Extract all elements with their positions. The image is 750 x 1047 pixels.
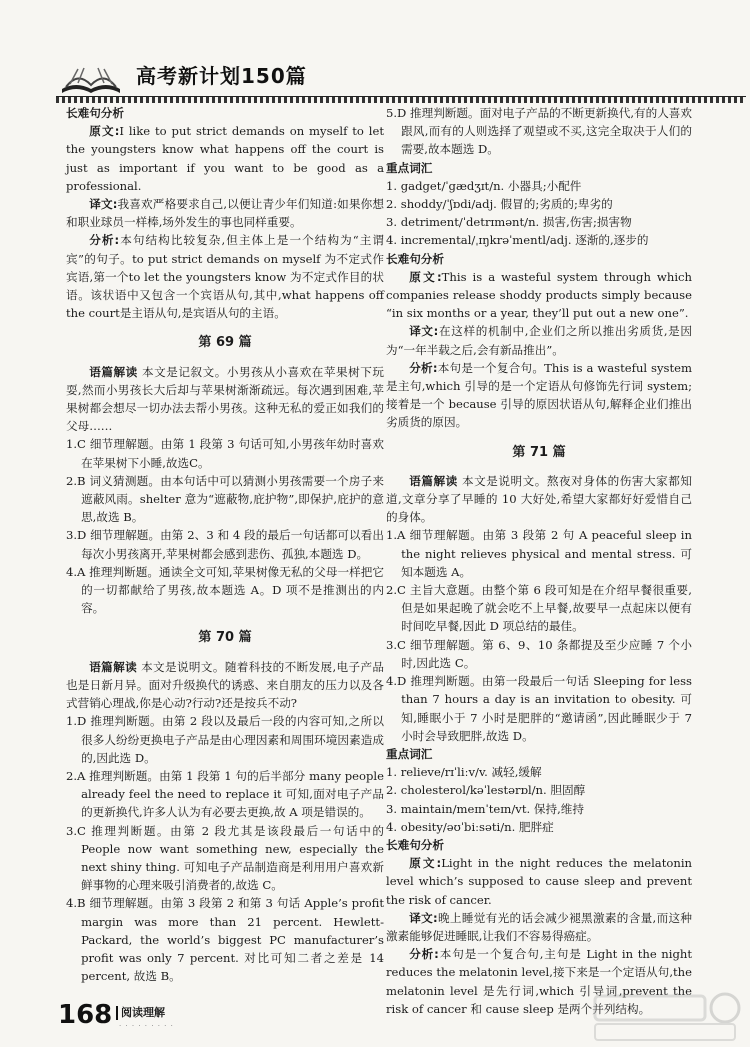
vocab-item: 3. maintain/meɪnˈteɪn/vt. 保持,维持 xyxy=(386,801,584,816)
answer-item: 2.C 主旨大意题。由整个第 6 段可知是在介绍早餐很重要,但是如果起晚了就会吃不上早餐,故要早一点起床以便有时间吃早餐,因此 D 项总结的最佳。 xyxy=(386,583,692,634)
vocab-item: 2. cholesterol/kəˈlestərɒl/n. 胆固醇 xyxy=(386,783,586,798)
page-header xyxy=(0,0,750,105)
passage-title: 第 69 篇 xyxy=(198,335,252,351)
passage-intro: 语篇解读 本文是说明文。熬夜对身体的伤害大家都知道,文章分享了早睡的 10 大好处,希望大家都好好爱惜自己的身体。 xyxy=(386,473,692,525)
passage-title: 第 71 篇 xyxy=(512,444,566,460)
original-sentence: 原文:This is a wasteful system through which companies release shoddy products simply because “in six months or a year, they’ll put out a new one”. xyxy=(386,269,692,321)
watermark-logo-icon xyxy=(585,990,745,1045)
vocab-item: 1. relieve/rɪˈliːv/v. 减轻,缓解 xyxy=(386,765,542,780)
vocab-item: 2. shoddy/ˈʃɒdi/adj. 假冒的;劣质的;卑劣的 xyxy=(386,197,613,212)
answer-item: 4.D 推理判断题。由第一段最后一句话 Sleeping for less than 7 hours a day is an invitation to obesity. 可知,睡眠小于 7 小时是肥胖的“邀请函”,因此睡眠少于 7 小时会导致肥胖,故选 D。 xyxy=(386,674,692,743)
answer-item: 3.C 细节理解题。第 6、9、10 条都提及至少应睡 7 个小时,因此选 C。 xyxy=(386,637,692,670)
right-column xyxy=(386,104,692,1018)
section-heading: 重点词汇 xyxy=(386,160,433,175)
answer-item: 3.C 推理判断题。由第 2 段尤其是该段最后一句话中的 People now want something new, especially the next shiny thing. 可知电子产品制造商是利用用户喜欢新鲜事物的心理来吸引消费者的,故选 C。 xyxy=(66,823,384,893)
translation: 译文:在这样的机制中,企业们之所以推出劣质货,是因为“一年半载之后,会有新品推出”。 xyxy=(386,324,692,357)
section-heading: 长难句分析 xyxy=(386,837,444,852)
page-number: 168 xyxy=(58,1000,113,1030)
vocab-item: 4. incremental/ˌɪŋkrəˈmentl/adj. 逐渐的,逐步的 xyxy=(386,233,649,248)
original-sentence: 原文:I like to put strict demands on myself to let the youngsters know what happens off the court is just as important if you want to be good as a professional. xyxy=(66,124,384,193)
open-book-logo-icon xyxy=(56,62,126,98)
section-heading: 长难句分析 xyxy=(386,251,444,266)
answer-item: 2.A 推理判断题。由第 1 段第 1 句的后半部分 many people already feel the need to replace it 可知,面对电子产品的更新换代,许多人认为有必要去更换,故 A 项是错误的。 xyxy=(66,768,384,820)
answer-item: 1.A 细节理解题。由第 3 段第 2 句 A peaceful sleep in the night relieves physical and mental stress. 可知本题选 A。 xyxy=(386,528,692,579)
section-label: 阅读理解 xyxy=(116,1006,165,1020)
header-divider xyxy=(56,96,746,103)
passage-intro: 语篇解读 本文是记叙文。小男孩从小喜欢在苹果树下玩耍,然而小男孩长大后却与苹果树渐渐疏远。每次遇到困难,苹果树都会想尽一切办法去帮小男孩。这种无私的爱正如我们的父母…… xyxy=(66,364,384,434)
vocab-item: 3. detriment/ˈdetrɪmənt/n. 损害,伤害;损害物 xyxy=(386,215,632,230)
answer-item: 3.D 细节理解题。由第 2、3 和 4 段的最后一句话都可以看出每次小男孩离开,苹果树都会感到悲伤、孤独,本题选 D。 xyxy=(66,528,384,561)
section-heading: 长难句分析 xyxy=(66,106,124,120)
passage-title: 第 70 篇 xyxy=(198,630,252,646)
answer-item: 4.B 细节理解题。由第 3 段第 2 和第 3 句话 Apple’s profit margin was more than 21 percent. Hewlett-Packard, the world’s biggest PC manufacturer’s profit was only 7 percent. 对比可知二者之差是 14 percent, 故选 B。 xyxy=(66,896,384,984)
answer-item: 4.A 推理判断题。通读全文可知,苹果树像无私的父母一样把它的一切都献给了男孩,故本题选 A。D 项不是推测出的内容。 xyxy=(66,564,384,616)
original-sentence: 原文:Light in the night reduces the melatonin level which’s supposed to cause sleep and prevent the risk of cancer. xyxy=(386,856,692,907)
answer-item: 5.D 推理判断题。面对电子产品的不断更新换代,有的人喜欢跟风,而有的人则选择了观望或不买,这完全取决于人们的需要,故本题选 D。 xyxy=(386,106,692,157)
section-sublabel-decoration: · · · · · · · · · xyxy=(119,1022,174,1030)
vocab-item: 1. gadget/ˈgædʒɪt/n. 小器具;小配件 xyxy=(386,178,582,193)
answer-item: 2.B 词义猜测题。由本句话中可以猜测小男孩需要一个房子来遮蔽风雨。shelter 意为“遮蔽物,庇护物”,即保护,庇护的意思,故选 B。 xyxy=(66,473,384,525)
translation: 译文:晚上睡觉有光的话会减少褪黑激素的含量,而这种激素能够促进睡眠,让我们不容易得癌症。 xyxy=(386,910,693,943)
analysis: 分析:本句结构比较复杂,但主体上是一个结构为“主谓宾”的句子。to put strict demands on myself 为不定式作宾语,第一个to let the youngsters know 为不定式作目的状语。该状语中又包含一个宾语从句,其中,what happens off the court是主语从句,是宾语从句的主语。 xyxy=(66,233,384,321)
vocab-item: 4. obesity/əʊˈbiːsəti/n. 肥胖症 xyxy=(386,819,554,834)
section-heading: 重点词汇 xyxy=(386,746,433,761)
left-column xyxy=(66,104,384,985)
page-footer xyxy=(58,1000,174,1040)
analysis: 分析:本句是一个复合句。This is a wasteful system 是主句,which 引导的是一个定语从句修饰先行词 system;接着是一个 because 引导的原因状语从句,解释企业们推出劣质货的原因。 xyxy=(386,360,692,430)
passage-intro: 语篇解读 本文是说明文。随着科技的不断发展,电子产品也是日新月异。面对升级换代的诱惑、来自朋友的压力以及各式营销心理战,你是心动?行动?还是按兵不动? xyxy=(66,659,384,711)
analysis: 分析:本句是一个复合句,主句是 Light in the night reduces the melatonin level,接下来是一个定语从句,the melatonin level 是先行词,which 引导词,prevent the risk of cancer 和 cause sleep 是两个并列结构。 xyxy=(386,947,692,1016)
answer-item: 1.D 推理判断题。由第 2 段以及最后一段的内容可知,之所以很多人纷纷更换电子产品是由心理因素和周围环境因素造成的,因此选 D。 xyxy=(66,714,384,765)
book-title: 高考新计划150篇 xyxy=(136,64,307,88)
translation: 译文:我喜欢严格要求自己,以便让青少年们知道:如果你想和职业球员一样棒,场外发生的事也同样重要。 xyxy=(66,197,385,230)
answer-item: 1.C 细节理解题。由第 1 段第 3 句话可知,小男孩年幼时喜欢在苹果树下小睡,故选C。 xyxy=(66,437,384,470)
